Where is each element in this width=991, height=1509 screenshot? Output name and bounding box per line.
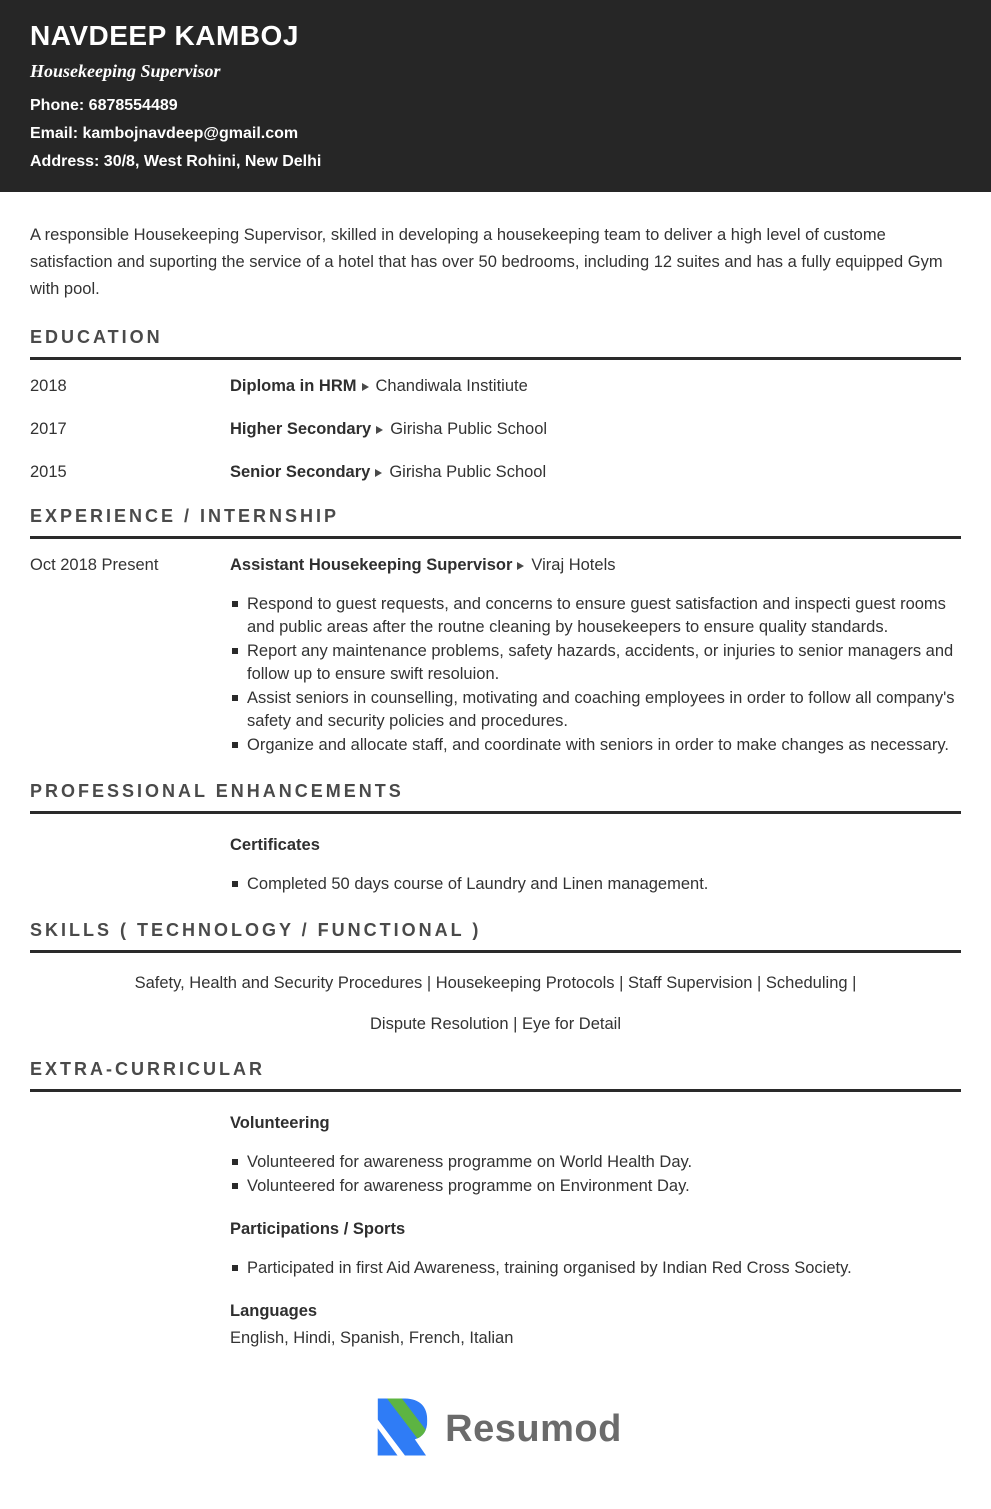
education-heading: EDUCATION xyxy=(30,327,163,347)
education-degree: Higher Secondary xyxy=(230,420,372,438)
section-extra-curricular xyxy=(30,1059,961,1348)
section-divider xyxy=(30,357,961,360)
experience-bullet: Organize and allocate staff, and coordinate with seniors in order to make changes as necessary. xyxy=(232,734,961,757)
section-experience xyxy=(30,506,961,757)
experience-detail xyxy=(230,556,961,575)
skills-line-1: Safety, Health and Security Procedures | Housekeeping Protocols | Staff Supervision | Scheduling | xyxy=(134,974,857,992)
section-professional-enhancements xyxy=(30,781,961,896)
education-year: 2015 xyxy=(30,463,67,481)
education-row xyxy=(30,420,961,439)
certificate-bullet: Completed 50 days course of Laundry and Linen management. xyxy=(232,873,961,896)
volunteering-title: Volunteering xyxy=(230,1114,330,1132)
phone-line: Phone: 6878554489 xyxy=(30,97,178,114)
experience-role: Assistant Housekeeping Supervisor xyxy=(230,556,513,574)
education-row xyxy=(30,377,961,396)
experience-row xyxy=(30,556,961,575)
experience-bullet-list xyxy=(232,593,961,757)
experience-heading: EXPERIENCE / INTERNSHIP xyxy=(30,506,340,526)
section-divider xyxy=(30,811,961,814)
triangle-separator-icon xyxy=(376,426,383,434)
skills-line-2: Dispute Resolution | Eye for Detail xyxy=(370,1015,621,1033)
section-divider xyxy=(30,1089,961,1092)
education-year: 2018 xyxy=(30,377,67,395)
section-education xyxy=(30,327,961,482)
experience-bullet: Assist seniors in counselling, motivating and coaching employees in order to follow all company's safety and security policies and procedures. xyxy=(232,687,961,733)
resumod-logo-icon xyxy=(369,1396,431,1463)
sports-bullet-list xyxy=(232,1257,961,1280)
certificates-bullet-list xyxy=(232,873,961,896)
certificates-title: Certificates xyxy=(230,836,320,854)
section-divider xyxy=(30,536,961,539)
education-row xyxy=(30,463,961,482)
triangle-separator-icon xyxy=(375,469,382,477)
address-line: Address: 30/8, West Rohini, New Delhi xyxy=(30,153,322,170)
experience-bullet: Respond to guest requests, and concerns to ensure guest satisfaction and inspecti guest rooms and public areas after the routne cleaning by housekeepers to ensure quality standards. xyxy=(232,593,961,639)
section-skills xyxy=(30,920,961,1035)
candidate-name: NAVDEEP KAMBOJ xyxy=(30,20,299,51)
professional-heading: PROFESSIONAL ENHANCEMENTS xyxy=(30,781,404,801)
triangle-separator-icon xyxy=(362,383,369,391)
volunteering-bullet: Volunteered for awareness programme on Environment Day. xyxy=(232,1175,961,1198)
job-title: Housekeeping Supervisor xyxy=(30,61,221,81)
education-detail xyxy=(230,420,961,439)
education-year: 2017 xyxy=(30,420,67,438)
languages-list: English, Hindi, Spanish, French, Italian xyxy=(230,1329,514,1347)
sports-title: Participations / Sports xyxy=(230,1220,406,1238)
experience-period: Oct 2018 Present xyxy=(30,556,159,574)
education-degree: Senior Secondary xyxy=(230,463,371,481)
education-institute: Chandiwala Institiute xyxy=(375,377,528,395)
experience-company: Viraj Hotels xyxy=(531,556,616,574)
sports-bullet: Participated in first Aid Awareness, training organised by Indian Red Cross Society. xyxy=(232,1257,961,1280)
volunteering-bullet-list xyxy=(232,1151,961,1198)
education-detail xyxy=(230,463,961,482)
summary-paragraph: A responsible Housekeeping Supervisor, skilled in developing a housekeeping team to deliver a high level of custome satisfaction and suporting the service of a hotel that has over 50 bedrooms, including 12 suites and has a fully equipped Gym with pool. xyxy=(30,226,943,298)
brand-name: Resumod xyxy=(445,1408,622,1450)
brand-footer xyxy=(0,1396,991,1463)
skills-heading: SKILLS ( TECHNOLOGY / FUNCTIONAL ) xyxy=(30,920,482,940)
triangle-separator-icon xyxy=(517,562,524,570)
extra-heading: EXTRA-CURRICULAR xyxy=(30,1059,265,1079)
education-institute: Girisha Public School xyxy=(390,420,548,438)
volunteering-bullet: Volunteered for awareness programme on World Health Day. xyxy=(232,1151,961,1174)
experience-bullet: Report any maintenance problems, safety hazards, accidents, or injuries to senior managers and follow up to ensure swift resoluion. xyxy=(232,640,961,686)
section-divider xyxy=(30,950,961,953)
email-line: Email: kambojnavdeep@gmail.com xyxy=(30,125,299,142)
header xyxy=(0,0,991,192)
education-degree: Diploma in HRM xyxy=(230,377,357,395)
education-institute: Girisha Public School xyxy=(389,463,547,481)
education-detail xyxy=(230,377,961,396)
languages-title: Languages xyxy=(230,1302,318,1320)
